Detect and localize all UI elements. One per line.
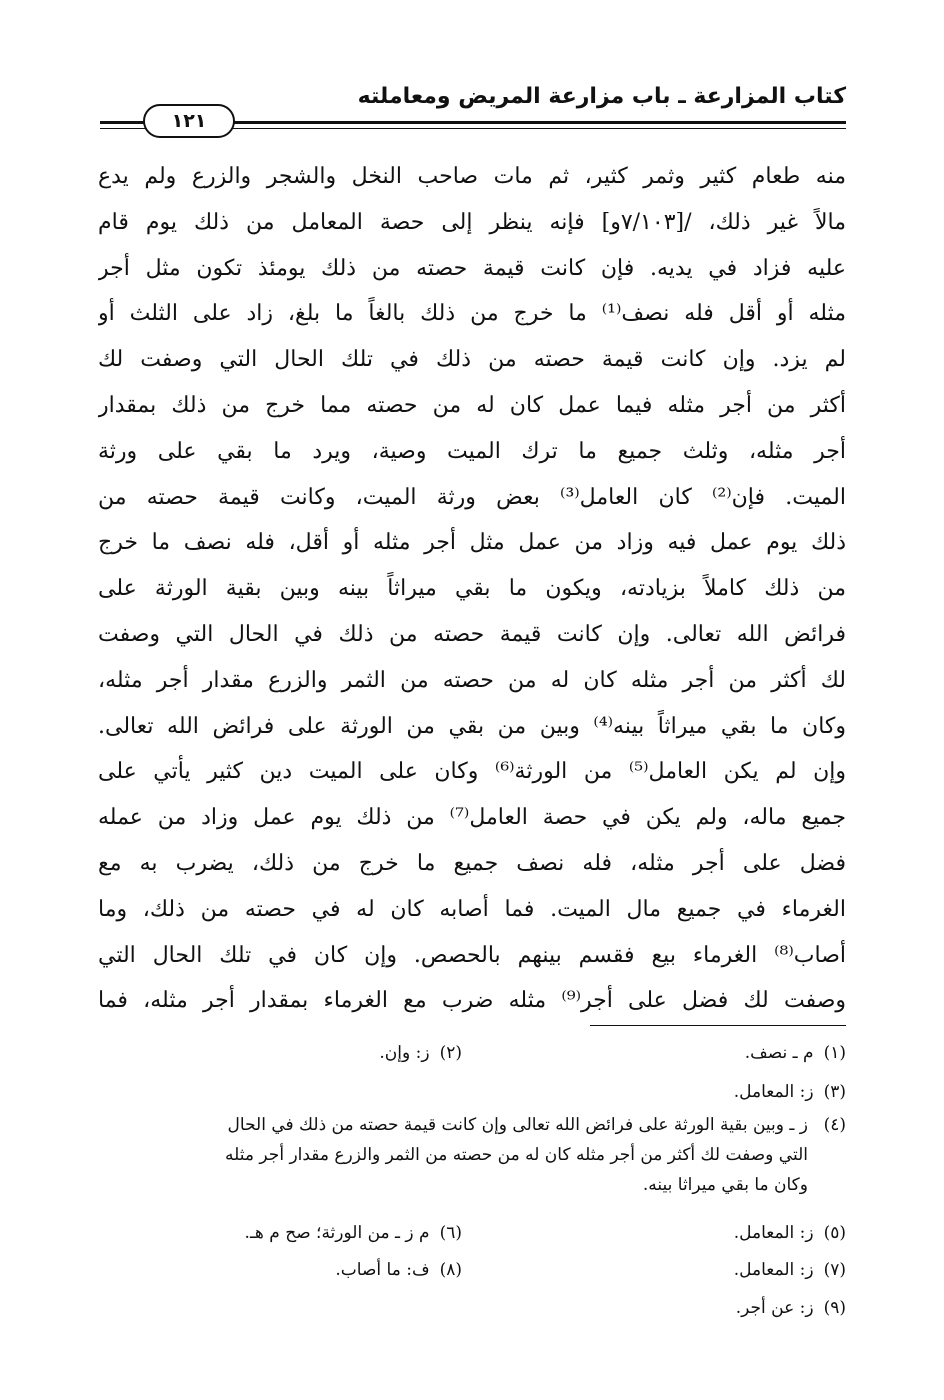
text-line: جميع ماله، ولم يكن في حصة العامل⁽⁷⁾ من ذلك يوم عمل وزاد من عمله [98, 805, 846, 831]
text-line: ذلك يوم عمل فيه وزاد من عمل مثل أجر مثله أو أقل، فله نصف ما خرج [98, 530, 846, 556]
text-line: عليه فزاد في يديه. فإن كانت قيمة حصته من ذلك يومئذ تكون مثل أجر [98, 255, 846, 281]
text-line: فضل على أجر مثله، فله نصف جميع ما خرج من ذلك، يضرب به مع [98, 850, 846, 876]
footnote-5 [734, 1218, 846, 1248]
footnote-text-line: وكان ما بقي ميراثا بينه. [642, 1175, 808, 1195]
text-line: لم يزد. وإن كانت قيمة حصته من ذلك في تلك الحال التي وصفت لك [98, 347, 846, 373]
footnote-number: (٩) [823, 1298, 846, 1318]
text-line: الميت. فإن⁽²⁾ كان العامل⁽³⁾ بعض ورثة الميت، وكانت قيمة حصته من [98, 484, 846, 510]
footnote-2 [379, 1038, 462, 1068]
footnote-8 [335, 1255, 462, 1285]
footnote-text: م ز ـ من الورثة؛ صح م هـ. [244, 1223, 430, 1243]
text-line: من ذلك كاملاً بزيادته، ويكون ما بقي ميراثاً بينه وبين بقية الورثة على [98, 576, 846, 602]
footnote-row [100, 1038, 846, 1068]
footnote-separator [590, 1025, 846, 1026]
footnote-text: ف: ما أصاب. [335, 1260, 430, 1280]
text-line: وإن لم يكن العامل⁽⁵⁾ من الورثة⁽⁶⁾ وكان على الميت دين كثير يأتي على [98, 759, 846, 785]
footnote-number: (١) [823, 1043, 846, 1063]
footnote-text: ز: المعامل. [733, 1223, 814, 1243]
text-line: وكان ما بقي ميراثاً بينه⁽⁴⁾ وبين من بقي من الورثة على فرائض الله تعالى. [98, 713, 846, 739]
text-line: لك أكثر من أجر مثله كان له من حصته من الثمر والزرع مقدار أجر مثله، [98, 667, 846, 693]
footnote-3 [734, 1077, 846, 1107]
text-line: أجر مثله، وثلث جميع ما ترك الميت وصية، ويرد ما بقي على ورثة [98, 438, 846, 464]
footnote-7 [734, 1255, 846, 1285]
footnote-number: (٥) [823, 1223, 846, 1243]
footnote-text-line: ز ـ وبين بقية الورثة على فرائض الله تعالى وإن كانت قيمة حصته من ذلك في الحال [227, 1115, 808, 1135]
footnote-row [100, 1255, 846, 1285]
footnote-9 [736, 1293, 846, 1323]
footnote-text: ز: وإن. [379, 1043, 430, 1063]
footnote-number: (٤) [823, 1115, 846, 1135]
footnote-4 [100, 1110, 846, 1200]
main-text [98, 154, 846, 1024]
text-line: أكثر من أجر مثله فيما عمل كان له من حصته مما خرج من ذلك بمقدار [98, 392, 846, 418]
text-line: مثله أو أقل فله نصف⁽¹⁾ ما خرج من ذلك بالغاً ما بلغ، زاد على الثلث أو [98, 301, 846, 327]
running-header-title: كتاب المزارعة ـ باب مزارعة المريض ومعاملته [357, 84, 846, 109]
page-number-text: ١٢١ [171, 110, 207, 132]
page-number [143, 104, 235, 138]
text-line: فرائض الله تعالى. وإن كانت قيمة حصته من ذلك في الحال التي وصفت [98, 621, 846, 647]
footnote-row [100, 1293, 846, 1323]
footnote-6 [245, 1218, 462, 1248]
footnote-text: ز: المعامل. [733, 1260, 814, 1280]
footnote-number: (٧) [823, 1260, 846, 1280]
footnote-row [100, 1218, 846, 1248]
footnote-text: م ـ نصف. [744, 1043, 814, 1063]
footnote-number: (٣) [823, 1082, 846, 1102]
text-line: منه طعام كثير وثمر كثير، ثم مات صاحب النخل والشجر والزرع ولم يدع [98, 164, 846, 189]
footnote-text: ز: عن أجر. [735, 1298, 814, 1318]
footnote-row [100, 1077, 846, 1107]
text-line: الغرماء في جميع مال الميت. فما أصابه كان له في حصته من ذلك، وما [98, 896, 846, 922]
footnote-text [100, 1110, 808, 1200]
text-line: أصاب⁽⁸⁾ الغرماء بيع فقسم بينهم بالحصص. وإن كان في تلك الحال التي [98, 942, 846, 968]
text-line: مالاً غير ذلك، /[٧/١٠٣و] فإنه ينظر إلى حصة المعامل من ذلك يوم قام [98, 209, 846, 235]
footnote-number: (٨) [439, 1260, 462, 1280]
footnote-number: (٦) [439, 1223, 462, 1243]
footnote-text: ز: المعامل. [733, 1082, 814, 1102]
footnote-text-line: التي وصفت لك أكثر من أجر مثله كان له من حصته من الثمر والزرع مقدار أجر مثله [225, 1145, 808, 1165]
footnote-number: (٢) [439, 1043, 462, 1063]
footnote-1 [745, 1038, 846, 1068]
text-line: وصفت لك فضل على أجر⁽⁹⁾ مثله ضرب مع الغرماء بمقدار أجر مثله، فما [98, 988, 846, 1014]
